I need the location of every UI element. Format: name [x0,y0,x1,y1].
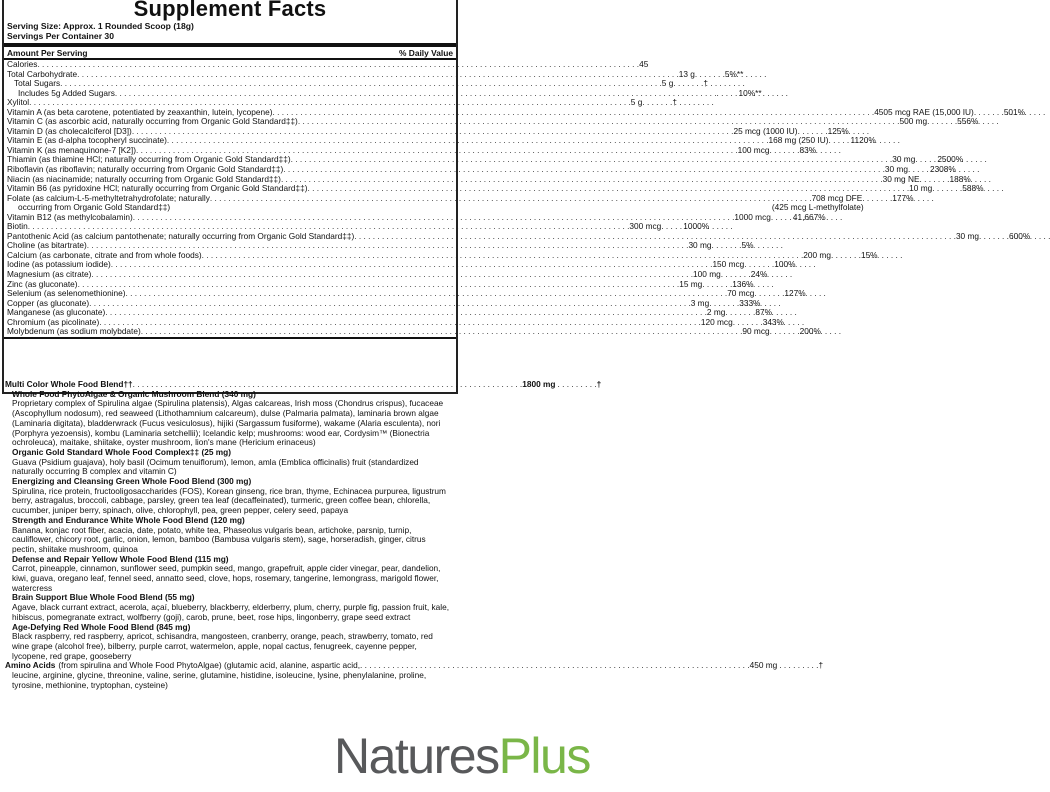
nutrient-amount: (425 mcg L-methylfolate) [771,202,864,213]
nutrient-daily-value: 136% [732,278,754,289]
nutrient-amount: 10 mg [909,183,933,194]
amino-acids-name: Amino Acids [5,660,56,671]
nutrient-name: Pantothenic Acid (as calcium pantothenate; naturally occurring from Organic Gold Standard‡‡) [7,230,355,241]
blend-title: Defense and Repair Yellow Whole Food Blend (115 mg) [12,553,229,564]
nutrient-amount: 5 g [661,78,674,89]
brand-name-part2: Plus [498,728,590,784]
blend-ingredients: Guava (Psidium guajava), holy basil (Ocimum tenuiflorum), lemon, amla (Emblica officinalis) fruit (standardized naturally occurring B complex and vitamin C) [12,456,419,477]
blend-section [2,379,824,691]
nutrient-daily-value: 100% [774,259,796,270]
nutrient-amount: 150 mcg [712,259,745,270]
nutrient-daily-value: 2308% [929,164,956,175]
nutrient-daily-value: 127% [784,288,806,299]
nutrient-amount: 45 [639,59,649,69]
nutrient-name: Zinc (as gluconate) [7,278,78,289]
nutrient-daily-value: 501% [1003,106,1026,117]
section-divider [4,337,456,339]
nutrient-daily-value: 5% [741,240,754,251]
multi-color-blend-row: Multi Color Whole Food Blend†† . . . 1800 mg . . . . . . . . . † [2,380,454,390]
nutrient-name: Biotin [7,221,28,232]
nutrient-daily-value: 188% [949,173,971,184]
nutrient-name: Includes 5g Added Sugars [18,87,115,98]
nutrient-name: Iodine (as potassium iodide) [7,259,111,270]
column-header [4,48,456,58]
nutrient-name: Xylitol [7,97,30,108]
nutrient-amount: 5 g [630,97,643,108]
blend-ingredients: Black raspberry, red raspberry, apricot, schisandra, mangosteen, cranberry, orange, peach, strawberry, tomato, red wine grape (alcohol free), bilberry, purple carrot, watermelon, apple, nopal cactus, fenugreek, cayenne pepper, lycopene, red grape, gooseberry [12,631,433,661]
nutrient-name: Vitamin E (as d-alpha tocopheryl succinate) [7,135,167,146]
blend-list [2,390,454,662]
nutrient-name: Vitamin K (as menaquinone-7 [K2]) [7,144,136,155]
nutrient-name: Riboflavin (as riboflavin; naturally occurring from Organic Gold Standard‡‡) [7,164,284,175]
nutrient-amount: 168 mg (250 IU) [768,135,829,146]
amino-acids-row: Amino Acids (from spirulina and Whole Food PhytoAlgae) (glutamic acid, alanine, aspartic acid, . . . 450 mg . . . . . . . . . † [2,661,454,671]
nutrient-amount: 30 mg [688,240,712,251]
nutrient-daily-value: 343% [762,316,784,327]
servings-per-container: Servings Per Container 30 [7,31,114,41]
nutrient-daily-value: † [703,78,708,89]
brand-name-part1: Natures [334,728,499,784]
nutrient-name: Calories [7,59,38,69]
nutrient-amount: 100 mcg [737,144,770,155]
nutrient-amount: 30 mg NE [882,173,920,184]
nutrient-daily-value: 41,667% [792,211,826,222]
nutrient-daily-value: 1000% [683,221,710,232]
nutrient-name: Thiamin (as thiamine HCl; naturally occurring from Organic Gold Standard‡‡) [7,154,291,165]
nutrient-amount: 15 mg [679,278,703,289]
blend-ingredients: Agave, black currant extract, acerola, açaí, blueberry, blackberry, elderberry, plum, cherry, purple fig, passion fruit, kale, hibiscus, pomegranate extract, wolfberry (goji), carob, prune, beet, rose hips, lingonberry, grape seed extract [12,602,450,622]
nutrient-daily-value: 24% [750,269,768,280]
nutrient-amount: 30 mg [884,164,908,175]
nutrient-daily-value: 5%** [724,68,744,79]
serving-size: Serving Size: Approx. 1 Rounded Scoop (18g) [7,21,194,31]
nutrient-name: Total Carbohydrate [7,68,78,79]
nutrient-daily-value: 600% [1009,230,1031,241]
nutrient-name: occurring from Organic Gold Standard‡‡) [18,202,171,213]
blend-ingredients: Spirulina, rice protein, fructooligosaccharides (FOS), Korean ginseng, rice bran, thyme, Echinacea purpurea, ligustrum berry, astragalus, broccoli, cabbage, parsley, green tea leaf (decaffeinated), turmeric, green coffee bean, chlorella, cucumber, juniper berry, spinach, olive, chlorophyll, pea, green pepper, celery seed, papaya [12,485,446,516]
nutrient-amount: 90 mcg [742,326,770,337]
nutrient-amount: 120 mcg [700,316,733,327]
blend-title: Brain Support Blue Whole Food Blend (55 mg) [12,592,195,603]
nutrient-name: Vitamin D (as cholecalciferol [D3]) [7,125,132,136]
nutrient-amount: 25 mcg (1000 IU) [733,125,798,136]
nutrient-name: Vitamin C (as ascorbic acid, naturally occurring from Organic Gold Standard‡‡) [7,116,298,127]
nutrient-name: Molybdenum (as sodium molybdate) [7,326,141,337]
nutrient-amount: 300 mcg [629,221,662,232]
nutrient-daily-value: † [672,97,677,108]
nutrient-amount: 30 mg [955,230,979,241]
nutrient-name: Niacin (as niacinamide; naturally occurring from Organic Gold Standard‡‡) [7,173,281,184]
nutrient-daily-value: 333% [739,297,761,308]
nutrient-list [4,59,1031,339]
nutrient-amount: 30 mg [892,154,916,165]
nutrient-daily-value: 1120% [850,135,876,146]
nutrient-daily-value: 10%** [738,87,762,98]
nutrient-daily-value: 15% [860,249,878,260]
blend-ingredients: Banana, konjac root fiber, acacia, date, potato, white tea, Phaseolus vulgaris bean, artichoke, parsnip, turnip, cauliflower, chicory root, garlic, onion, lemon, bamboo (Bambusa vulgaris stem), sage, horseradish, ginger, citrus pectin, shiitake mushroom, quinoa [12,524,426,554]
nutrient-name: Vitamin A (as beta carotene, potentiated by zeaxanthin, lutein, lycopene) [7,106,273,117]
amino-acids-dv: † [818,660,824,671]
nutrient-name: Choline (as bitartrate) [7,240,87,251]
nutrient-name: Manganese (as gluconate) [7,307,106,318]
nutrient-daily-value: 177% [892,192,914,203]
nutrient-amount: 1000 mcg [734,211,771,222]
nutrient-name: Selenium (as selenomethionine) [7,288,126,299]
nutrient-daily-value: 125% [827,125,849,136]
blend-title: Organic Gold Standard Whole Food Complex‡‡ (25 mg) [12,446,231,457]
amount-per-serving-label: Amount Per Serving [7,48,88,58]
amino-acids-amount: 450 mg [749,660,778,671]
nutrient-name: Chromium (as picolinate) [7,316,100,327]
nutrient-row [4,326,821,337]
nutrient-amount: 70 mcg [727,288,755,299]
daily-value-label: % Daily Value [399,48,453,58]
blend-title: Energizing and Cleansing Green Whole Food Blend (300 mg) [12,476,252,487]
nutrient-name: Calcium (as carbonate, citrate and from whole foods) [7,249,202,260]
nutrient-name: Copper (as gluconate) [7,297,90,308]
multi-color-blend-amount: 1800 mg [522,379,556,389]
nutrient-name: Folate (as calcium-L-5-methyltetrahydrofolate; naturally [7,192,210,203]
nutrient-amount: 500 mg [899,116,928,127]
nutrient-name: Vitamin B12 (as methylcobalamin) [7,211,133,222]
nutrient-daily-value: 2500% [937,154,964,165]
blend-title: Strength and Endurance White Whole Food Blend (120 mg) [12,514,245,525]
nutrient-amount: 100 mg [693,269,721,280]
nutrient-name: Total Sugars [14,78,61,89]
nutrient-daily-value: 87% [755,307,772,318]
thick-divider [4,43,456,47]
panel-title: Supplement Facts [133,0,327,21]
nutrient-amount: 2 mg [706,307,726,318]
nutrient-amount: 200 mg [803,249,831,260]
nutrient-daily-value: 200% [799,326,821,337]
nutrient-daily-value: 83% [799,144,817,155]
blend-title: Age-Defying Red Whole Food Blend (845 mg) [12,621,191,632]
nutrient-name: Magnesium (as citrate) [7,269,92,280]
nutrient-amount: 4505 mcg RAE (15,000 IU) [874,106,974,117]
brand-logo [334,726,590,786]
nutrient-amount: 708 mcg DFE [811,192,863,203]
blend-ingredients: Carrot, pineapple, cinnamon, sunflower seed, pumpkin seed, mango, grapefruit, apple cider vinegar, pear, dandelion, kiwi, guava, oregano leaf, fennel seed, annatto seed, clove, hops, rosemary, tangerine, lemongrass, marigold flower, watercress [12,563,441,593]
nutrient-amount: 3 mg [690,297,710,308]
amino-acids-list: leucine, arginine, glycine, threonine, valine, serine, glutamine, histidine, isoleucine, lysine, phenylalanine, proline, tyrosine, methionine, tryptophan, cysteine) [12,670,427,690]
nutrient-daily-value: 556% [957,116,979,127]
amino-acids-desc: (from spirulina and Whole Food PhytoAlgae) (glutamic acid, alanine, aspartic acid, [58,660,361,671]
blend-title: Whole Food PhytoAlgae & Organic Mushroom Blend (340 mg) [12,388,256,399]
nutrient-daily-value: 588% [962,183,984,194]
multi-color-blend-name: Multi Color Whole Food Blend†† [5,379,133,389]
nutrient-name: Vitamin B6 (as pyridoxine HCl; naturally occurring from Organic Gold Standard‡‡) [7,183,308,194]
nutrient-amount: 13 g [678,68,695,79]
multi-color-blend-dv: † [596,379,602,389]
blend-ingredients: Proprietary complex of Spirulina algae (Spirulina platensis), Algas calcareas, Irish moss (Chondrus crispus), fucaceae (Ascophyllum nodosum), red seaweed (Lithothamnium calcareum), dulse (Palmaria palmata), laminaria brown algae (Laminaria digitata), bladderwrack (Fucus vesiculosus), hijiki (Sargassum fusiforme), wakame (Alaria esculenta), nori (Porphyra yezoensis), kombu (Laminaria setchellii); Icelandic kelp; mushrooms: wood ear, Cordysim™ (Bionectria ochroleuca), maitake, shiitake, oyster mushroom, lion's mane (Hericium erinaceus) [12,398,444,448]
